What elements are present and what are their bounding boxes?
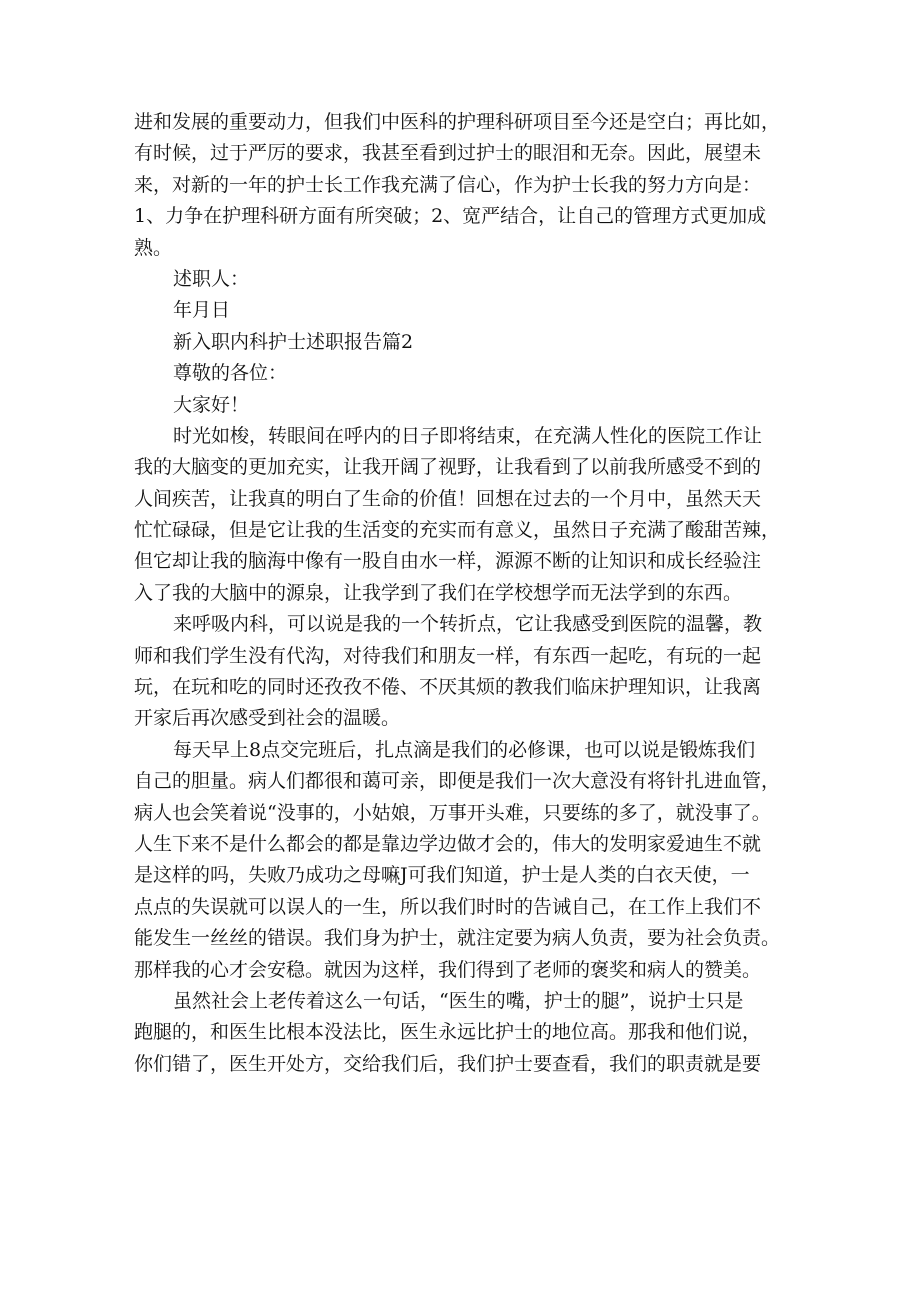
text-line: 每天早上8点交完班后，扎点滴是我们的必修课，也可以说是锻炼我们 xyxy=(173,738,756,761)
text-line: 我的大脑变的更加充实，让我开阔了视野，让我看到了以前我所感受不到的 xyxy=(134,456,762,479)
document-body xyxy=(134,107,798,1080)
text-line: 1、力争在护理科研方面有所突破；2、宽严结合，让自己的管理方式更加成 xyxy=(134,205,767,228)
text-line: 尊敬的各位： xyxy=(173,362,288,385)
text-line: 开家后再次感受到社会的温暖。 xyxy=(134,707,401,730)
text-line: 病人也会笑着说“没事的，小姑娘，万事开头难，只要练的多了，就没事了。 xyxy=(134,801,771,824)
text-line: 是这样的吗，失败乃成功之母嘛J可我们知道，护士是人类的白衣天使，一 xyxy=(134,864,750,887)
text-line: 入了我的大脑中的源泉，让我学到了我们在学校想学而无法学到的东西。 xyxy=(134,581,743,604)
text-line: 玩，在玩和吃的同时还孜孜不倦、不厌其烦的教我们临床护理知识，让我离 xyxy=(134,676,762,699)
text-line: 那样我的心才会安稳。就因为这样，我们得到了老师的褒奖和病人的赞美。 xyxy=(134,958,762,981)
text-line: 进和发展的重要动力，但我们中医科的护理科研项目至今还是空白；再比如， xyxy=(134,111,781,133)
text-line: 大家好！ xyxy=(173,393,250,416)
text-line: 人生下来不是什么都会的都是靠边学边做才会的，伟大的发明家爱迪生不就 xyxy=(134,832,762,855)
text-line: 你们错了，医生开处方，交给我们后，我们护士要查看，我们的职责就是要 xyxy=(134,1052,762,1075)
text-line: 新入职内科护士述职报告篇2 xyxy=(173,330,414,353)
text-line: 熟。 xyxy=(134,236,173,259)
text-line: 虽然社会上老传着这么一句话，“医生的嘴，护士的腿”，说护士只是 xyxy=(173,989,744,1012)
text-line: 跑腿的，和医生比根本没法比，医生永远比护士的地位高。那我和他们说， xyxy=(134,1021,762,1044)
text-line: 来，对新的一年的护士长工作我充满了信心，作为护士长我的努力方向是： xyxy=(134,173,762,196)
text-line: 年月日 xyxy=(173,299,231,322)
text-line: 述职人： xyxy=(173,267,250,290)
text-line: 忙忙碌碌，但是它让我的生活变的充实而有意义，虽然日子充满了酸甜苦辣， xyxy=(134,519,781,542)
text-line: 来呼吸内科，可以说是我的一个转折点，它让我感受到医院的温馨，教 xyxy=(173,613,763,636)
text-line: 有时候，过于严厉的要求，我甚至看到过护士的眼泪和无奈。因此，展望未 xyxy=(134,142,762,165)
text-line: 自己的胆量。病人们都很和蔼可亲，即便是我们一次大意没有将针扎进血管， xyxy=(134,770,781,793)
text-line: 能发生一丝丝的错误。我们身为护士，就注定要为病人负责，要为社会负责。 xyxy=(134,927,781,950)
text-line: 但它却让我的脑海中像有一股自由水一样，源源不断的让知识和成长经验注 xyxy=(134,550,762,573)
text-line: 点点的失误就可以误人的一生，所以我们时时的告诫自己，在工作上我们不 xyxy=(134,895,762,918)
text-line: 师和我们学生没有代沟，对待我们和朋友一样，有东西一起吃，有玩的一起 xyxy=(134,644,762,667)
text-line: 人间疾苦，让我真的明白了生命的价值！回想在过去的一个月中，虽然天天 xyxy=(134,487,762,510)
text-line: 时光如梭，转眼间在呼内的日子即将结束，在充满人性化的医院工作让 xyxy=(173,424,763,447)
